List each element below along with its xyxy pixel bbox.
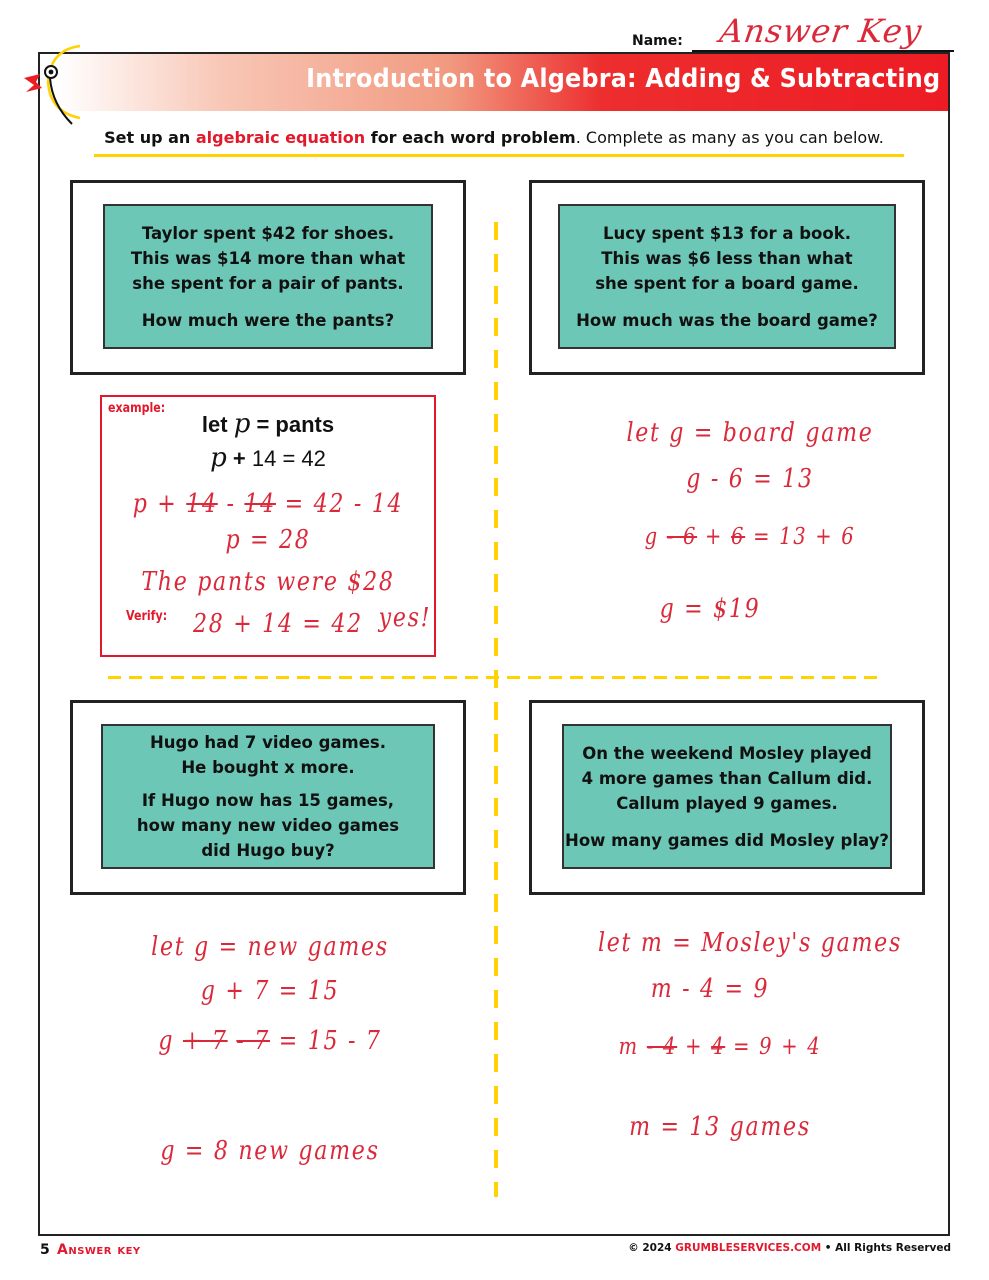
horizontal-dashed-divider <box>108 676 883 679</box>
problem-question: How many games did Mosley play? <box>565 830 889 850</box>
name-value: Answer Key <box>717 12 925 50</box>
hw-strike: 4 <box>711 1034 726 1060</box>
answer-board-game-result: g = $19 <box>659 594 761 624</box>
problem-line: she spent for a board game. <box>595 273 859 293</box>
answer-video-games-equation: g + 7 = 15 <box>200 976 340 1006</box>
instruction-text-2: for each word problem <box>365 128 576 147</box>
problem-line: 4 more games than Callum did. <box>581 768 873 788</box>
problem-question: How much were the pants? <box>141 310 395 330</box>
answer-video-games-let: let g = new games <box>151 932 389 962</box>
hw-strike: - 7 <box>236 1026 271 1056</box>
answer-board-game-let: let g = board game <box>626 418 874 448</box>
instructions <box>40 128 948 147</box>
example-box <box>100 395 436 657</box>
problem-line: Callum played 9 games. <box>616 793 838 813</box>
problem-text-mosley <box>562 724 892 869</box>
example-step-2: p = 28 <box>225 525 311 555</box>
instruction-underline <box>94 154 904 157</box>
answer-key-label: Answer key <box>57 1242 141 1258</box>
example-equation <box>102 443 434 473</box>
problem-line: This was $6 less than what <box>601 248 853 268</box>
example-label: example: <box>108 401 166 416</box>
hw-strike: - 4 <box>646 1034 678 1060</box>
problem-text-board-game <box>558 204 896 349</box>
hw-text: p + <box>132 489 187 519</box>
hw-strike: 14 <box>244 489 276 519</box>
answer-mosley-equation: m - 4 = 9 <box>650 974 770 1004</box>
copyright <box>628 1242 951 1254</box>
instruction-text-3: . Complete as many as you can below. <box>575 128 884 147</box>
problem-line: Taylor spent $42 for shoes. <box>141 223 395 243</box>
hw-text: = 15 - 7 <box>270 1026 382 1056</box>
problem-line: On the weekend Mosley played <box>582 743 872 763</box>
let-suffix: = pants <box>250 412 335 437</box>
answer-mosley-result: m = 13 games <box>629 1112 811 1142</box>
problem-question: How much was the board game? <box>576 310 878 330</box>
instruction-text-1: Set up an <box>104 128 196 147</box>
example-step-1 <box>127 489 409 519</box>
problem-line: Hugo had 7 video games. <box>149 733 387 752</box>
instruction-highlight: algebraic equation <box>195 128 366 147</box>
example-let-line <box>102 409 434 439</box>
name-field <box>632 12 954 52</box>
problem-question-line: did Hugo buy? <box>201 841 335 860</box>
problem-question-line: how many new video games <box>136 816 400 835</box>
rights-text: • All Rights Reserved <box>821 1242 951 1254</box>
problem-line: He bought x more. <box>181 758 355 777</box>
let-text: let <box>201 412 234 437</box>
hw-text: = 13 + 6 <box>745 524 856 550</box>
hw-text: + <box>697 524 732 550</box>
problem-question-line: If Hugo now has 15 games, <box>141 791 395 810</box>
hw-strike: 6 <box>731 524 746 550</box>
title-banner <box>40 54 948 111</box>
verify-label: Verify: <box>126 609 168 624</box>
site-link[interactable]: GRUMBLESERVICES.COM <box>675 1242 822 1254</box>
vertical-dashed-divider <box>494 222 498 1197</box>
hw-strike: 14 <box>186 489 218 519</box>
hw-text: m <box>618 1034 647 1060</box>
answer-mosley-let: let m = Mosley's games <box>597 928 903 958</box>
variable-p: p <box>210 443 227 473</box>
variable-p: p <box>233 409 251 439</box>
page-number: 5 <box>40 1242 50 1258</box>
problem-text-video-games <box>101 724 435 869</box>
hw-strike: + 7 <box>182 1026 228 1056</box>
hw-text: - <box>217 489 245 519</box>
hw-strike: - 6 <box>666 524 698 550</box>
hw-text: = 42 - 14 <box>275 489 404 519</box>
problem-text-pants <box>103 204 433 349</box>
hw-text: g <box>158 1026 183 1056</box>
problem-line: she spent for a pair of pants. <box>132 273 404 293</box>
answer-board-game-equation: g - 6 = 13 <box>686 464 814 494</box>
plus-sign: + <box>226 446 252 471</box>
example-answer: The pants were $28 <box>141 567 395 597</box>
mascot-logo-icon <box>20 42 90 132</box>
hw-text: + <box>677 1034 712 1060</box>
answer-mosley-step <box>584 1034 856 1060</box>
answer-video-games-result: g = 8 new games <box>160 1136 380 1166</box>
verify-note: yes! <box>378 603 432 633</box>
copyright-year: © 2024 <box>628 1242 676 1254</box>
hw-text: g <box>644 524 667 550</box>
equation-rest: 14 = 42 <box>251 446 326 471</box>
hw-text: = 9 + 4 <box>725 1034 822 1060</box>
answer-video-games-step <box>117 1026 423 1056</box>
verify-equation: 28 + 14 = 42 <box>192 609 363 639</box>
page-title: Introduction to Algebra: Adding & Subtracting <box>305 64 940 94</box>
name-label: Name: <box>632 33 683 49</box>
answer-board-game-step <box>589 524 912 550</box>
problem-line: This was $14 more than what <box>130 248 406 268</box>
problem-line: Lucy spent $13 for a book. <box>603 223 851 243</box>
